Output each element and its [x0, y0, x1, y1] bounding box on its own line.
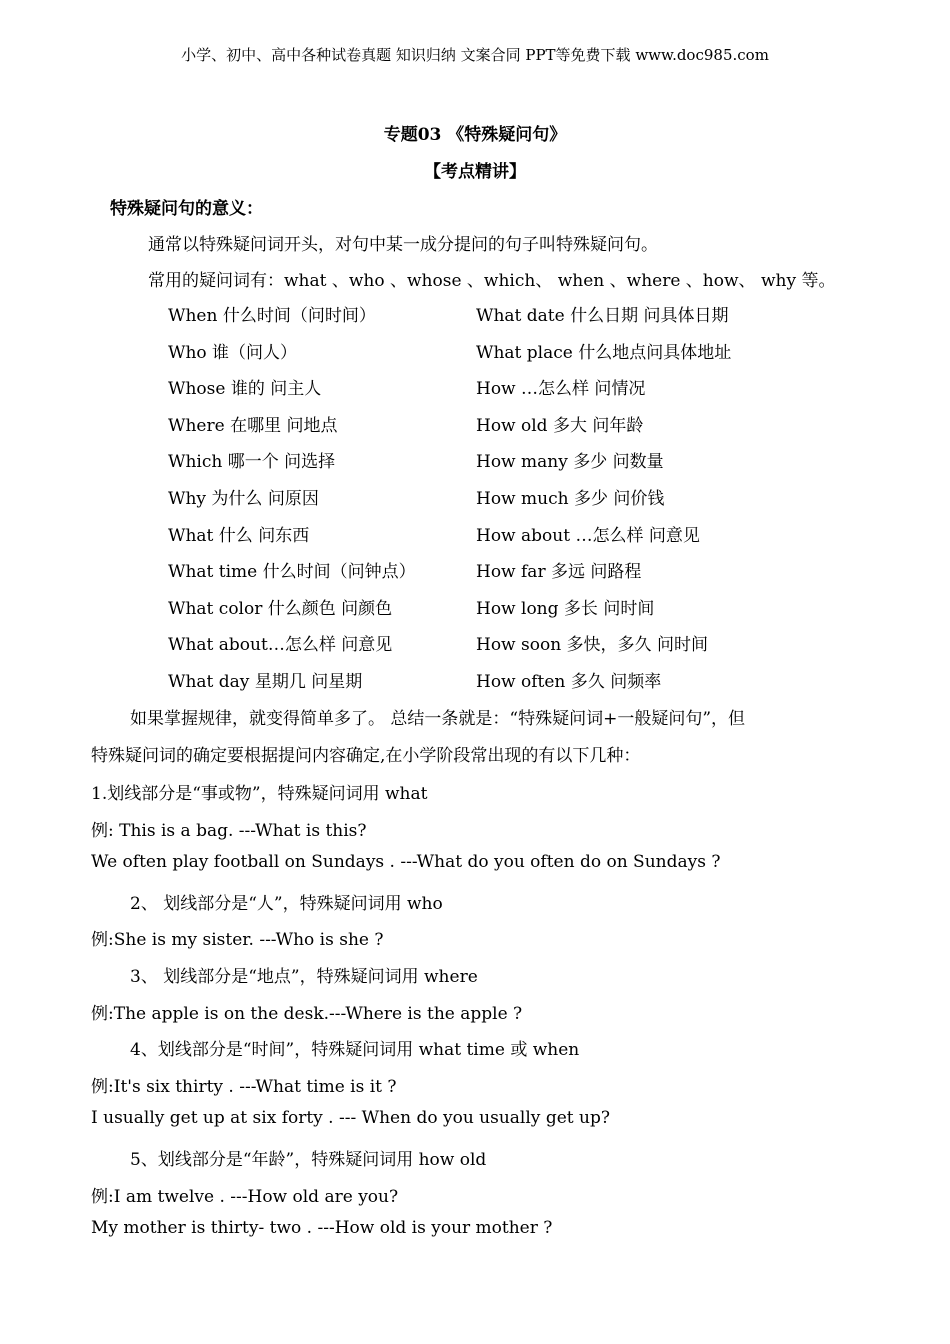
- question-word-right: How many 多少 问数量: [476, 452, 664, 473]
- summary-line: 特殊疑问词的确定要根据提问内容确定,在小学阶段常出现的有以下几种：: [91, 746, 641, 766]
- example-line: [0, 1143, 950, 1180]
- question-word-row: [0, 443, 950, 480]
- question-word-right: How much 多少 问价钱: [476, 488, 665, 509]
- question-word-left: What color 什么颜色 问颜色: [168, 598, 393, 619]
- question-word-row: [0, 407, 950, 444]
- question-word-right: How about …怎么样 问意见: [476, 525, 700, 546]
- example-text: 例:It's six thirty . ---What time is it ?: [91, 1076, 397, 1097]
- question-word-left: What 什么 问东西: [168, 525, 310, 546]
- question-word-left: When 什么时间（问时间）: [168, 306, 376, 326]
- question-word-left: Where 在哪里 问地点: [168, 415, 338, 436]
- question-word-left: Who 谁（问人）: [168, 342, 298, 363]
- question-word-row: [0, 370, 950, 407]
- question-word-row: [0, 663, 950, 700]
- example-line: [0, 887, 950, 924]
- summary-line: 如果掌握规律，就变得简单多了。 总结一条就是：“特殊疑问词+一般疑问句”，但: [130, 709, 746, 729]
- page-title: 专题03 《特殊疑问句》: [383, 125, 567, 145]
- question-word-left: What time 什么时间（问钟点）: [168, 562, 416, 583]
- example-line: [0, 997, 950, 1034]
- question-word-row: [0, 590, 950, 627]
- example-text: I usually get up at six forty . --- When do you usually get up?: [91, 1108, 610, 1129]
- question-word-right: How long 多长 问时间: [476, 598, 655, 619]
- page-header: 小学、初中、高中各种试卷真题 知识归纳 文案合同 PPT等免费下载 www.doc985.com: [181, 46, 769, 64]
- intro-common-words: 常用的疑问词有：what 、who 、whose 、which、 when 、where 、how、 why 等。: [148, 271, 836, 291]
- example-line: [0, 1033, 950, 1070]
- example-line: [0, 777, 950, 814]
- question-word-right: How old 多大 问年龄: [476, 415, 644, 436]
- example-line: [0, 1106, 950, 1143]
- example-text: 例:She is my sister. ---Who is she ?: [91, 930, 384, 951]
- example-text: 例: This is a bag. ---What is this?: [91, 820, 367, 841]
- question-word-right: How soon 多快，多久 问时间: [476, 635, 708, 656]
- page-subtitle: 【考点精讲】: [424, 162, 526, 182]
- question-word-right: What place 什么地点问具体地址: [476, 342, 732, 363]
- example-text: We often play football on Sundays . ---What do you often do on Sundays ?: [91, 852, 721, 873]
- question-word-right: How often 多久 问频率: [476, 671, 662, 692]
- question-word-row: [0, 480, 950, 517]
- question-word-row: [0, 297, 950, 334]
- question-word-left: Which 哪一个 问选择: [168, 452, 336, 473]
- question-word-right: What date 什么日期 问具体日期: [476, 306, 729, 326]
- question-word-left: What day 星期几 问星期: [168, 671, 363, 692]
- example-list: [0, 777, 950, 1253]
- example-text: 1.划线部分是“事或物”，特殊疑问词用 what: [91, 784, 428, 804]
- example-line: [0, 923, 950, 960]
- example-line: [0, 1180, 950, 1217]
- example-text: 例:The apple is on the desk.---Where is the apple ?: [91, 1003, 523, 1024]
- question-word-row: [0, 517, 950, 554]
- example-line: [0, 814, 950, 851]
- question-word-left: Why 为什么 问原因: [168, 488, 319, 509]
- question-word-row: [0, 553, 950, 590]
- example-text: 例:I am twelve . ---How old are you?: [91, 1186, 399, 1207]
- example-text: 3、 划线部分是“地点”，特殊疑问词用 where: [130, 966, 478, 987]
- section-heading: 特殊疑问句的意义：: [110, 199, 263, 219]
- example-line: [0, 960, 950, 997]
- example-line: [0, 1216, 950, 1253]
- intro-definition: 通常以特殊疑问词开头，对句中某一成分提问的句子叫特殊疑问句。: [148, 235, 658, 255]
- example-text: 4、划线部分是“时间”，特殊疑问词用 what time 或 when: [130, 1040, 580, 1061]
- question-word-row: [0, 334, 950, 371]
- question-word-list: [0, 297, 950, 700]
- question-word-left: What about…怎么样 问意见: [168, 635, 393, 656]
- example-text: 2、 划线部分是“人”，特殊疑问词用 who: [130, 893, 443, 914]
- example-text: My mother is thirty- two . ---How old is your mother ?: [91, 1218, 553, 1239]
- example-line: [0, 1070, 950, 1107]
- question-word-left: Whose 谁的 问主人: [168, 379, 322, 400]
- example-text: 5、划线部分是“年龄”，特殊疑问词用 how old: [130, 1149, 487, 1170]
- example-line: [0, 850, 950, 887]
- question-word-row: [0, 626, 950, 663]
- question-word-right: How …怎么样 问情况: [476, 379, 646, 400]
- question-word-right: How far 多远 问路程: [476, 562, 642, 583]
